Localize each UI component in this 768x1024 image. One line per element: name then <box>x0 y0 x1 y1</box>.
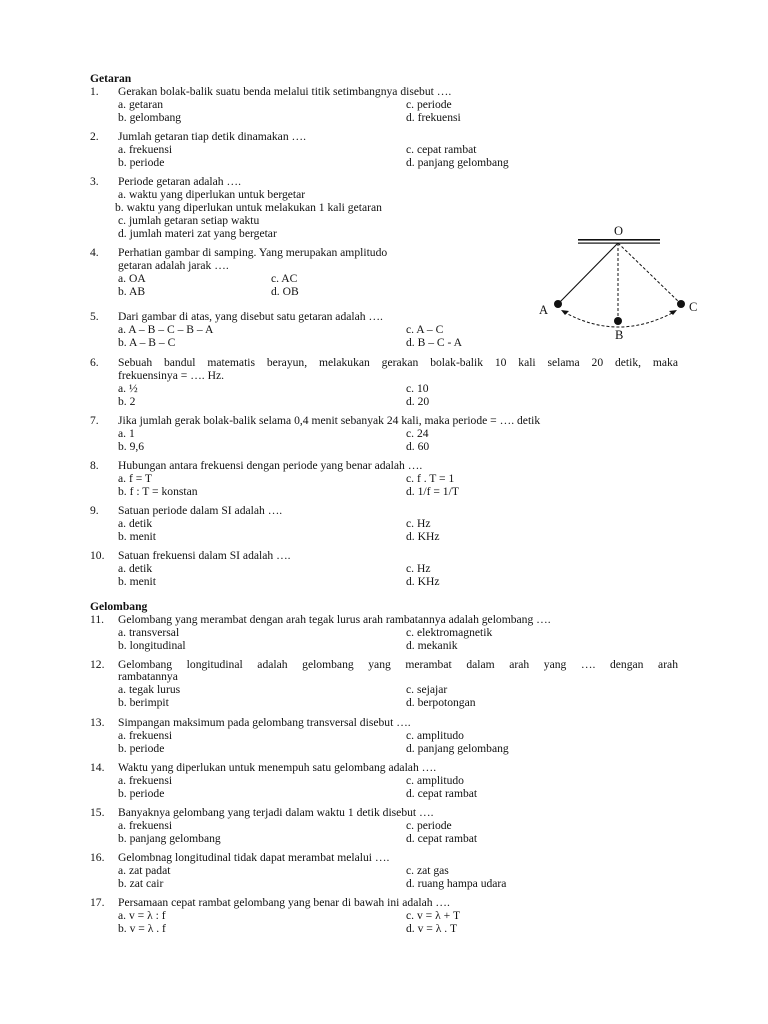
option-c: c. A – C <box>406 323 444 336</box>
pendulum-ceiling <box>578 239 660 241</box>
option-d: d. OB <box>271 285 299 298</box>
question-text: Hubungan antara frekuensi dengan periode yang benar adalah …. <box>118 459 423 472</box>
option-d: d. jumlah materi zat yang bergetar <box>118 227 277 240</box>
option-d: d. 1/f = 1/T <box>406 485 459 498</box>
question-number: 14. <box>90 761 105 774</box>
pendulum-diagram <box>530 222 710 347</box>
option-d: d. frekuensi <box>406 111 461 124</box>
option-a: a. 1 <box>118 427 135 440</box>
question-number: 11. <box>90 613 105 626</box>
bob-b <box>614 317 622 325</box>
option-b: b. longitudinal <box>118 639 186 652</box>
option-c: c. amplitudo <box>406 729 464 742</box>
question-number: 13. <box>90 716 105 729</box>
option-c: c. zat gas <box>406 864 449 877</box>
question-text: Periode getaran adalah …. <box>118 175 241 188</box>
option-b: b. 9,6 <box>118 440 145 453</box>
option-c: c. amplitudo <box>406 774 464 787</box>
question-number: 3. <box>90 175 99 188</box>
option-d: d. 20 <box>406 395 430 408</box>
option-d: d. cepat rambat <box>406 787 478 800</box>
option-a: a. OA <box>118 272 146 285</box>
question-text: Sebuah bandul matematis berayun, melakukan gerakan bolak-balik 10 kali selama 20 detik, maka <box>118 356 678 369</box>
option-d: d. cepat rambat <box>406 832 478 845</box>
option-c: c. v = λ + T <box>406 909 461 922</box>
option-b: b. zat cair <box>118 877 164 890</box>
question-text: Satuan periode dalam SI adalah …. <box>118 504 283 517</box>
bob-a <box>554 300 562 308</box>
option-a: a. f = T <box>118 472 153 485</box>
question-text: Gelombnag longitudinal tidak dapat merambat melalui …. <box>118 851 390 864</box>
option-c: c. cepat rambat <box>406 143 477 156</box>
option-d: d. v = λ . T <box>406 922 458 935</box>
option-c: c. Hz <box>406 562 431 575</box>
question-text: Waktu yang diperlukan untuk menempuh satu gelombang adalah …. <box>118 761 437 774</box>
option-d: d. berpotongan <box>406 696 476 709</box>
option-b: b. waktu yang diperlukan untuk melakukan 1 kali getaran <box>115 201 382 214</box>
option-b: b. berimpit <box>118 696 169 709</box>
question-number: 4. <box>90 246 99 259</box>
option-a: a. waktu yang diperlukan untuk bergetar <box>118 188 306 201</box>
option-b: b. menit <box>118 530 156 543</box>
option-a: a. frekuensi <box>118 143 173 156</box>
section-heading-gelombang: Gelombang <box>90 600 148 613</box>
option-d: d. B – C - A <box>406 336 463 349</box>
option-b: b. menit <box>118 575 156 588</box>
option-a: a. detik <box>118 562 153 575</box>
question-text: Simpangan maksimum pada gelombang transversal disebut …. <box>118 716 411 729</box>
question-text-continued: frekuensinya = …. Hz. <box>118 369 225 382</box>
question-text: Gelombang yang merambat dengan arah tegak lurus arah rambatannya adalah gelombang …. <box>118 613 551 626</box>
question-text: Banyaknya gelombang yang terjadi dalam waktu 1 detik disebut …. <box>118 806 434 819</box>
option-b: b. gelombang <box>118 111 182 124</box>
option-a: a. v = λ : f <box>118 909 166 922</box>
option-c: c. jumlah getaran setiap waktu <box>118 214 260 227</box>
arrow-left-icon <box>561 310 569 315</box>
option-b: b. panjang gelombang <box>118 832 221 845</box>
question-text: Satuan frekuensi dalam SI adalah …. <box>118 549 291 562</box>
pendulum-string-c <box>618 243 681 304</box>
question-number: 15. <box>90 806 105 819</box>
option-b: b. v = λ . f <box>118 922 166 935</box>
option-a: a. frekuensi <box>118 819 173 832</box>
question-number: 1. <box>90 85 99 98</box>
bob-c <box>677 300 685 308</box>
label-b: B <box>615 328 624 342</box>
question-text: Dari gambar di atas, yang disebut satu getaran adalah …. <box>118 310 383 323</box>
option-a: a. transversal <box>118 626 180 639</box>
option-d: d. mekanik <box>406 639 458 652</box>
option-c: c. periode <box>406 819 452 832</box>
option-a: a. frekuensi <box>118 729 173 742</box>
option-d: d. KHz <box>406 575 440 588</box>
option-c: c. 10 <box>406 382 429 395</box>
question-text: Jumlah getaran tiap detik dinamakan …. <box>118 130 307 143</box>
option-d: d. 60 <box>406 440 430 453</box>
option-d: d. panjang gelombang <box>406 742 509 755</box>
label-a: A <box>539 303 549 317</box>
label-o: O <box>614 224 624 238</box>
option-c: c. sejajar <box>406 683 448 696</box>
question-number: 7. <box>90 414 99 427</box>
question-text-continued: rambatannya <box>118 670 178 683</box>
option-a: a. A – B – C – B – A <box>118 323 214 336</box>
option-b: b. AB <box>118 285 146 298</box>
option-a: a. zat padat <box>118 864 171 877</box>
question-text: Perhatian gambar di samping. Yang merupakan amplitudo <box>118 246 388 259</box>
option-b: b. 2 <box>118 395 136 408</box>
option-d: d. KHz <box>406 530 440 543</box>
label-c: C <box>689 300 698 314</box>
option-a: a. tegak lurus <box>118 683 181 696</box>
option-a: a. detik <box>118 517 153 530</box>
question-number: 16. <box>90 851 105 864</box>
option-c: c. AC <box>271 272 298 285</box>
question-number: 6. <box>90 356 99 369</box>
option-b: b. periode <box>118 787 165 800</box>
option-a: a. getaran <box>118 98 164 111</box>
question-number: 17. <box>90 896 105 909</box>
option-c: c. f . T = 1 <box>406 472 455 485</box>
pendulum-string-a <box>558 243 618 304</box>
question-text-continued: getaran adalah jarak …. <box>118 259 229 272</box>
question-number: 5. <box>90 310 99 323</box>
question-number: 10. <box>90 549 105 562</box>
question-number: 8. <box>90 459 99 472</box>
question-number: 9. <box>90 504 99 517</box>
option-c: c. periode <box>406 98 452 111</box>
question-text: Jika jumlah gerak bolak-balik selama 0,4 menit sebanyak 24 kali, maka periode = …. detik <box>118 414 541 427</box>
option-d: d. panjang gelombang <box>406 156 509 169</box>
option-a: a. ½ <box>118 382 138 395</box>
question-text: Gelombang longitudinal adalah gelombang yang merambat dalam arah yang …. dengan arah <box>118 658 678 671</box>
question-number: 2. <box>90 130 99 143</box>
option-b: b. A – B – C <box>118 336 176 349</box>
option-b: b. periode <box>118 156 165 169</box>
option-b: b. f : T = konstan <box>118 485 198 498</box>
option-c: c. Hz <box>406 517 431 530</box>
option-d: d. ruang hampa udara <box>406 877 507 890</box>
section-heading-getaran: Getaran <box>90 72 132 85</box>
option-c: c. elektromagnetik <box>406 626 493 639</box>
option-a: a. frekuensi <box>118 774 173 787</box>
question-text: Gerakan bolak-balik suatu benda melalui titik setimbangnya disebut …. <box>118 85 452 98</box>
question-number: 12. <box>90 658 105 671</box>
option-b: b. periode <box>118 742 165 755</box>
option-c: c. 24 <box>406 427 429 440</box>
question-text: Persamaan cepat rambat gelombang yang benar di bawah ini adalah …. <box>118 896 450 909</box>
